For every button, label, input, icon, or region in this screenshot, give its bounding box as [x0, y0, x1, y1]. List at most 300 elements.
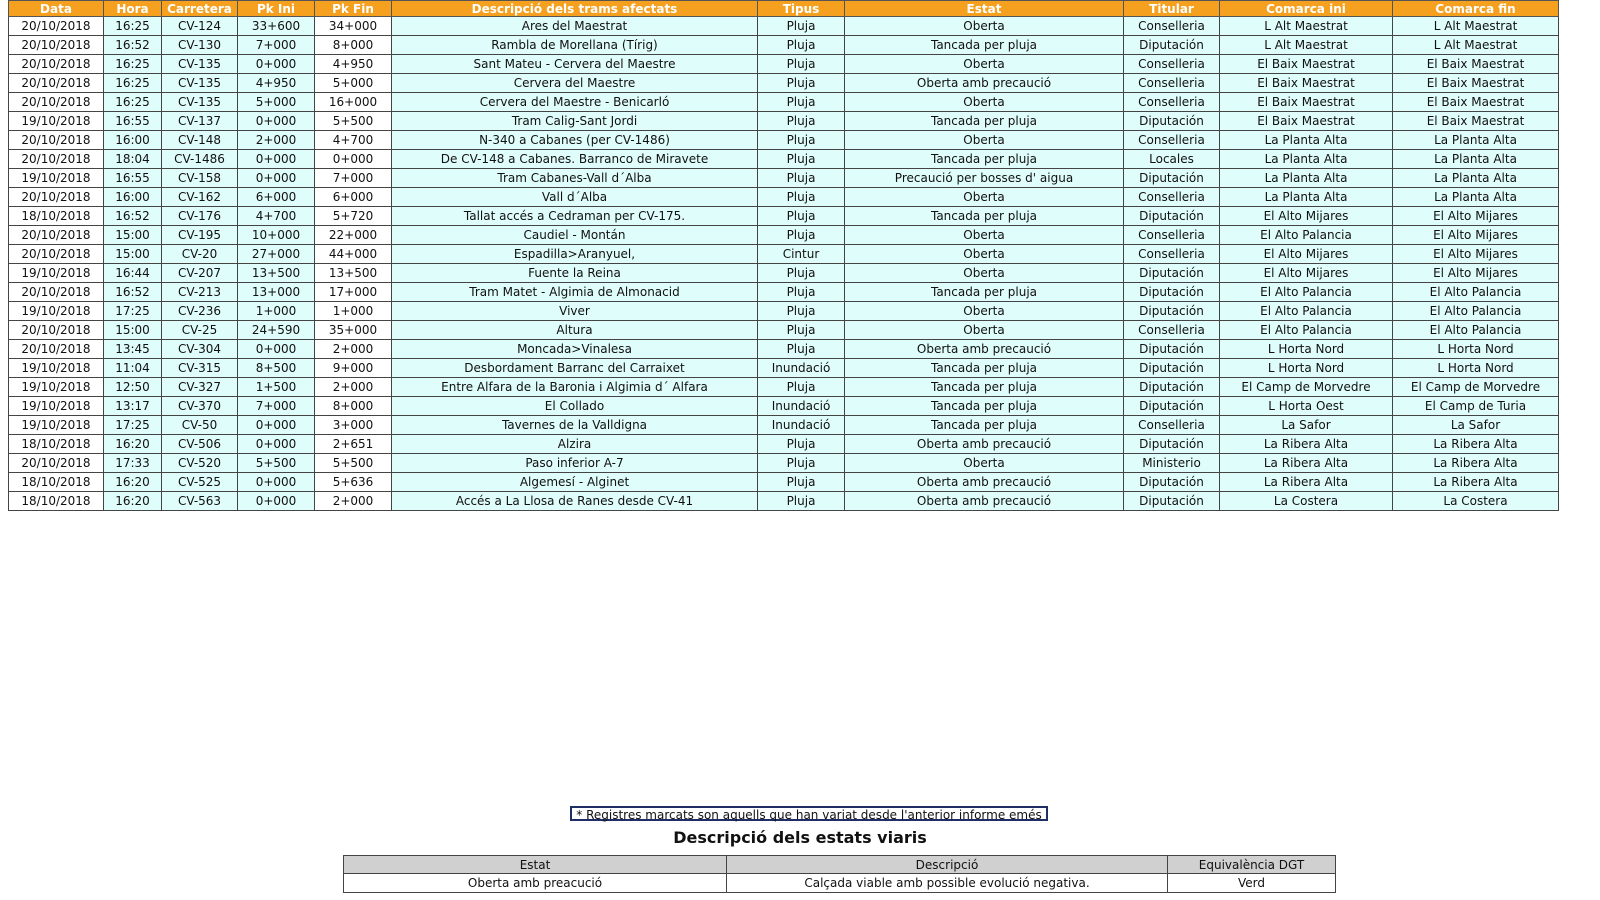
table-cell: 8+500	[238, 359, 315, 378]
table-cell: 24+590	[238, 321, 315, 340]
table-row	[9, 74, 1559, 93]
table-cell: Oberta amb precaució	[845, 492, 1124, 511]
table-cell: El Baix Maestrat	[1393, 55, 1559, 74]
table-cell: La Planta Alta	[1393, 188, 1559, 207]
table-cell: Tancada per pluja	[845, 359, 1124, 378]
table-row	[9, 55, 1559, 74]
table-cell: Tancada per pluja	[845, 397, 1124, 416]
table-cell: 0+000	[238, 55, 315, 74]
table-cell: Inundació	[758, 359, 845, 378]
table-cell: Oberta amb precaució	[845, 473, 1124, 492]
table-cell: CV-207	[162, 264, 238, 283]
table-cell: Conselleria	[1124, 321, 1220, 340]
table-cell: CV-520	[162, 454, 238, 473]
table-cell: 7+000	[238, 36, 315, 55]
table-cell: 2+000	[315, 340, 392, 359]
table-cell: 16:25	[104, 74, 162, 93]
table-cell: Oberta amb precaució	[845, 340, 1124, 359]
table-cell: CV-135	[162, 93, 238, 112]
table-cell: El Alto Mijares	[1220, 207, 1393, 226]
column-header: Pk Ini	[238, 1, 315, 17]
table-cell: Viver	[392, 302, 758, 321]
table-cell: L Alt Maestrat	[1220, 17, 1393, 36]
table-cell: Pluja	[758, 17, 845, 36]
table-cell: Pluja	[758, 169, 845, 188]
table-cell: L Horta Nord	[1393, 359, 1559, 378]
table-cell: CV-525	[162, 473, 238, 492]
column-header: Comarca ini	[1220, 1, 1393, 17]
table-cell: 19/10/2018	[9, 112, 104, 131]
table-cell: Diputación	[1124, 264, 1220, 283]
table-cell: CV-25	[162, 321, 238, 340]
table-cell: Pluja	[758, 226, 845, 245]
table-cell: 44+000	[315, 245, 392, 264]
table-cell: Cintur	[758, 245, 845, 264]
table-cell: Pluja	[758, 473, 845, 492]
table-cell: Oberta	[845, 454, 1124, 473]
table-row	[9, 226, 1559, 245]
table-cell: 2+000	[315, 492, 392, 511]
table-row	[9, 17, 1559, 36]
table-cell: 13+500	[238, 264, 315, 283]
table-cell: L Horta Nord	[1393, 340, 1559, 359]
table-cell: El Baix Maestrat	[1220, 93, 1393, 112]
table-cell: 13+000	[238, 283, 315, 302]
table-cell: El Baix Maestrat	[1220, 74, 1393, 93]
table-cell: Precaució per bosses d' aigua	[845, 169, 1124, 188]
table-cell: Oberta	[845, 321, 1124, 340]
table-cell: 16:20	[104, 473, 162, 492]
table-cell: 19/10/2018	[9, 169, 104, 188]
table-cell: Diputación	[1124, 36, 1220, 55]
table-cell: Diputación	[1124, 378, 1220, 397]
table-cell: Diputación	[1124, 435, 1220, 454]
table-cell: 17+000	[315, 283, 392, 302]
table-cell: La Planta Alta	[1220, 169, 1393, 188]
table-cell: Pluja	[758, 188, 845, 207]
table-cell: Conselleria	[1124, 416, 1220, 435]
table-cell: Conselleria	[1124, 226, 1220, 245]
table-cell: Diputación	[1124, 302, 1220, 321]
table-cell: N-340 a Cabanes (per CV-1486)	[392, 131, 758, 150]
column-header: Tipus	[758, 1, 845, 17]
table-cell: 19/10/2018	[9, 359, 104, 378]
table-cell: Diputación	[1124, 112, 1220, 131]
table-cell: CV-315	[162, 359, 238, 378]
table-cell: 8+000	[315, 397, 392, 416]
table-cell: Tancada per pluja	[845, 112, 1124, 131]
table-cell: 20/10/2018	[9, 454, 104, 473]
table-cell: 4+950	[315, 55, 392, 74]
table-cell: 16:25	[104, 93, 162, 112]
table-cell: Pluja	[758, 150, 845, 169]
table-cell: 5+636	[315, 473, 392, 492]
table-cell: 16:55	[104, 169, 162, 188]
table-cell: 16:00	[104, 188, 162, 207]
table-cell: 20/10/2018	[9, 17, 104, 36]
table-cell: El Alto Mijares	[1393, 226, 1559, 245]
table-cell: Ministerio	[1124, 454, 1220, 473]
table-cell: 0+000	[238, 169, 315, 188]
table-cell: La Planta Alta	[1220, 131, 1393, 150]
table-cell: Pluja	[758, 55, 845, 74]
table-row	[9, 492, 1559, 511]
table-cell: Caudiel - Montán	[392, 226, 758, 245]
table-cell: Altura	[392, 321, 758, 340]
legend-body	[344, 874, 1336, 893]
table-cell: 4+700	[315, 131, 392, 150]
table-cell: 20/10/2018	[9, 188, 104, 207]
table-cell: El Alto Mijares	[1393, 245, 1559, 264]
table-cell: La Ribera Alta	[1393, 473, 1559, 492]
table-cell: 20/10/2018	[9, 283, 104, 302]
table-cell: El Alto Mijares	[1393, 207, 1559, 226]
table-cell: CV-563	[162, 492, 238, 511]
table-cell: 20/10/2018	[9, 55, 104, 74]
table-row	[9, 321, 1559, 340]
table-cell: Tancada per pluja	[845, 36, 1124, 55]
table-cell: Tram Cabanes-Vall d´Alba	[392, 169, 758, 188]
legend-cell: Verd	[1168, 874, 1336, 893]
table-cell: 20/10/2018	[9, 93, 104, 112]
table-cell: Conselleria	[1124, 17, 1220, 36]
table-cell: Oberta	[845, 93, 1124, 112]
table-row	[9, 283, 1559, 302]
column-header: Estat	[845, 1, 1124, 17]
table-cell: El Alto Palancia	[1220, 283, 1393, 302]
table-cell: Oberta amb precaució	[845, 435, 1124, 454]
table-row	[9, 473, 1559, 492]
table-cell: CV-213	[162, 283, 238, 302]
table-cell: Pluja	[758, 435, 845, 454]
table-cell: 11:04	[104, 359, 162, 378]
table-body	[9, 17, 1559, 511]
table-cell: Conselleria	[1124, 74, 1220, 93]
table-cell: El Alto Mijares	[1393, 264, 1559, 283]
table-cell: 18/10/2018	[9, 435, 104, 454]
table-cell: 18:04	[104, 150, 162, 169]
table-cell: 20/10/2018	[9, 226, 104, 245]
table-cell: La Planta Alta	[1393, 131, 1559, 150]
table-row	[9, 207, 1559, 226]
table-cell: Pluja	[758, 131, 845, 150]
table-row	[9, 150, 1559, 169]
table-cell: 16:52	[104, 207, 162, 226]
table-cell: CV-135	[162, 55, 238, 74]
table-cell: 5+500	[315, 112, 392, 131]
table-cell: Desbordament Barranc del Carraixet	[392, 359, 758, 378]
table-row	[9, 36, 1559, 55]
table-cell: CV-304	[162, 340, 238, 359]
table-cell: Diputación	[1124, 340, 1220, 359]
table-cell: La Ribera Alta	[1393, 454, 1559, 473]
table-cell: 5+500	[315, 454, 392, 473]
table-cell: 13+500	[315, 264, 392, 283]
table-cell: Locales	[1124, 150, 1220, 169]
table-cell: Cervera del Maestre - Benicarló	[392, 93, 758, 112]
table-cell: El Baix Maestrat	[1393, 93, 1559, 112]
table-cell: 34+000	[315, 17, 392, 36]
table-row	[9, 302, 1559, 321]
table-row	[9, 112, 1559, 131]
table-cell: 7+000	[238, 397, 315, 416]
table-cell: El Baix Maestrat	[1393, 74, 1559, 93]
table-cell: CV-130	[162, 36, 238, 55]
table-cell: 7+000	[315, 169, 392, 188]
legend-cell: Calçada viable amb possible evolució negativa.	[727, 874, 1168, 893]
table-cell: 19/10/2018	[9, 378, 104, 397]
table-cell: El Camp de Turia	[1393, 397, 1559, 416]
table-cell: El Alto Palancia	[1393, 302, 1559, 321]
table-cell: El Alto Mijares	[1220, 264, 1393, 283]
table-row	[9, 359, 1559, 378]
table-cell: 20/10/2018	[9, 245, 104, 264]
table-cell: Ares del Maestrat	[392, 17, 758, 36]
table-cell: Fuente la Reina	[392, 264, 758, 283]
table-cell: 17:25	[104, 302, 162, 321]
table-cell: La Planta Alta	[1393, 169, 1559, 188]
table-cell: CV-20	[162, 245, 238, 264]
header-row	[9, 1, 1559, 17]
table-cell: El Baix Maestrat	[1393, 112, 1559, 131]
table-cell: L Horta Oest	[1220, 397, 1393, 416]
table-cell: 8+000	[315, 36, 392, 55]
table-cell: Tancada per pluja	[845, 207, 1124, 226]
table-cell: Oberta	[845, 188, 1124, 207]
table-cell: 5+000	[315, 74, 392, 93]
table-cell: 22+000	[315, 226, 392, 245]
table-cell: 3+000	[315, 416, 392, 435]
table-cell: 2+000	[238, 131, 315, 150]
table-row	[9, 416, 1559, 435]
table-cell: 18/10/2018	[9, 473, 104, 492]
table-cell: CV-1486	[162, 150, 238, 169]
table-cell: Espadilla>Aranyuel,	[392, 245, 758, 264]
table-cell: Tancada per pluja	[845, 150, 1124, 169]
table-cell: Inundació	[758, 416, 845, 435]
table-cell: 0+000	[238, 435, 315, 454]
table-cell: CV-124	[162, 17, 238, 36]
table-cell: 0+000	[238, 340, 315, 359]
table-cell: 16:25	[104, 55, 162, 74]
table-cell: 20/10/2018	[9, 340, 104, 359]
table-cell: Oberta	[845, 17, 1124, 36]
table-cell: El Alto Palancia	[1393, 321, 1559, 340]
table-cell: Pluja	[758, 378, 845, 397]
table-cell: Oberta	[845, 264, 1124, 283]
table-cell: Diputación	[1124, 207, 1220, 226]
table-cell: 16:20	[104, 435, 162, 454]
table-cell: Diputación	[1124, 359, 1220, 378]
legend-row	[344, 874, 1336, 893]
table-cell: 2+651	[315, 435, 392, 454]
table-cell: 15:00	[104, 245, 162, 264]
table-cell: De CV-148 a Cabanes. Barranco de Miravete	[392, 150, 758, 169]
table-cell: Pluja	[758, 74, 845, 93]
table-cell: CV-370	[162, 397, 238, 416]
table-cell: Pluja	[758, 112, 845, 131]
table-cell: La Safor	[1393, 416, 1559, 435]
table-cell: 15:00	[104, 321, 162, 340]
table-cell: 17:25	[104, 416, 162, 435]
table-row	[9, 93, 1559, 112]
table-cell: 16+000	[315, 93, 392, 112]
table-cell: El Baix Maestrat	[1220, 55, 1393, 74]
table-row	[9, 245, 1559, 264]
legend-header-row	[344, 856, 1336, 874]
table-cell: CV-236	[162, 302, 238, 321]
table-cell: Conselleria	[1124, 55, 1220, 74]
table-cell: Conselleria	[1124, 131, 1220, 150]
legend-table	[343, 855, 1336, 893]
column-header: Descripció dels trams afectats	[392, 1, 758, 17]
table-cell: La Planta Alta	[1220, 188, 1393, 207]
table-cell: La Ribera Alta	[1220, 473, 1393, 492]
table-cell: CV-327	[162, 378, 238, 397]
table-row	[9, 264, 1559, 283]
table-cell: Diputación	[1124, 169, 1220, 188]
table-cell: 1+000	[238, 302, 315, 321]
table-cell: Conselleria	[1124, 188, 1220, 207]
table-cell: 16:52	[104, 283, 162, 302]
table-cell: CV-162	[162, 188, 238, 207]
table-cell: CV-506	[162, 435, 238, 454]
table-cell: L Alt Maestrat	[1393, 17, 1559, 36]
table-cell: Pluja	[758, 302, 845, 321]
table-cell: 16:44	[104, 264, 162, 283]
table-cell: 0+000	[238, 112, 315, 131]
table-cell: El Collado	[392, 397, 758, 416]
table-cell: El Camp de Morvedre	[1220, 378, 1393, 397]
table-cell: La Ribera Alta	[1393, 435, 1559, 454]
column-header: Pk Fin	[315, 1, 392, 17]
table-cell: CV-158	[162, 169, 238, 188]
table-cell: Tancada per pluja	[845, 416, 1124, 435]
table-row	[9, 340, 1559, 359]
table-cell: Entre Alfara de la Baronia i Algimia d´ Alfara	[392, 378, 758, 397]
table-cell: El Alto Mijares	[1220, 245, 1393, 264]
table-cell: 15:00	[104, 226, 162, 245]
column-header: Data	[9, 1, 104, 17]
table-cell: 33+600	[238, 17, 315, 36]
table-cell: 13:45	[104, 340, 162, 359]
table-cell: 18/10/2018	[9, 492, 104, 511]
table-cell: 4+950	[238, 74, 315, 93]
table-cell: Pluja	[758, 93, 845, 112]
table-cell: 10+000	[238, 226, 315, 245]
table-cell: Conselleria	[1124, 245, 1220, 264]
table-cell: La Planta Alta	[1393, 150, 1559, 169]
table-row	[9, 397, 1559, 416]
table-cell: 0+000	[238, 492, 315, 511]
table-cell: 16:55	[104, 112, 162, 131]
table-cell: El Camp de Morvedre	[1393, 378, 1559, 397]
table-cell: 19/10/2018	[9, 416, 104, 435]
table-header	[9, 1, 1559, 17]
table-cell: 16:25	[104, 17, 162, 36]
table-cell: Sant Mateu - Cervera del Maestre	[392, 55, 758, 74]
table-cell: Inundació	[758, 397, 845, 416]
table-cell: 17:33	[104, 454, 162, 473]
changed-records-note: * Registres marcats son aquells que han variat desde l'anterior informe emés	[570, 806, 1048, 821]
table-cell: Pluja	[758, 283, 845, 302]
table-cell: CV-50	[162, 416, 238, 435]
table-cell: 20/10/2018	[9, 150, 104, 169]
table-cell: Cervera del Maestre	[392, 74, 758, 93]
legend-cell: Oberta amb preacució	[344, 874, 727, 893]
table-cell: Tavernes de la Valldigna	[392, 416, 758, 435]
column-header: Comarca fin	[1393, 1, 1559, 17]
table-cell: L Alt Maestrat	[1393, 36, 1559, 55]
table-cell: 20/10/2018	[9, 321, 104, 340]
column-header: Hora	[104, 1, 162, 17]
table-cell: Diputación	[1124, 492, 1220, 511]
table-cell: L Alt Maestrat	[1220, 36, 1393, 55]
table-cell: Algemesí - Alginet	[392, 473, 758, 492]
table-cell: Diputación	[1124, 397, 1220, 416]
table-cell: Tram Matet - Algimia de Almonacid	[392, 283, 758, 302]
table-cell: 0+000	[315, 150, 392, 169]
table-cell: Pluja	[758, 492, 845, 511]
table-cell: 0+000	[238, 416, 315, 435]
table-cell: 20/10/2018	[9, 36, 104, 55]
table-cell: 18/10/2018	[9, 207, 104, 226]
table-cell: 0+000	[238, 473, 315, 492]
table-row	[9, 378, 1559, 397]
table-cell: 0+000	[238, 150, 315, 169]
table-cell: El Alto Palancia	[1393, 283, 1559, 302]
table-cell: 13:17	[104, 397, 162, 416]
table-cell: CV-195	[162, 226, 238, 245]
table-cell: Diputación	[1124, 473, 1220, 492]
table-cell: 19/10/2018	[9, 264, 104, 283]
legend-column-header: Descripció	[727, 856, 1168, 874]
legend-title: Descripció dels estats viaris	[673, 828, 927, 847]
table-cell: 16:00	[104, 131, 162, 150]
table-cell: Pluja	[758, 340, 845, 359]
table-cell: 35+000	[315, 321, 392, 340]
table-cell: 12:50	[104, 378, 162, 397]
table-cell: Tram Calig-Sant Jordi	[392, 112, 758, 131]
road-status-table	[8, 0, 1559, 511]
table-row	[9, 169, 1559, 188]
table-cell: Vall d´Alba	[392, 188, 758, 207]
table-cell: Moncada>Vinalesa	[392, 340, 758, 359]
table-cell: La Ribera Alta	[1220, 435, 1393, 454]
table-cell: L Horta Nord	[1220, 340, 1393, 359]
table-cell: Oberta	[845, 55, 1124, 74]
table-cell: Pluja	[758, 321, 845, 340]
table-cell: La Costera	[1220, 492, 1393, 511]
table-cell: Tancada per pluja	[845, 283, 1124, 302]
table-cell: 16:20	[104, 492, 162, 511]
table-cell: 5+720	[315, 207, 392, 226]
table-cell: 1+500	[238, 378, 315, 397]
table-cell: 19/10/2018	[9, 302, 104, 321]
table-cell: Oberta amb precaució	[845, 74, 1124, 93]
table-cell: Alzira	[392, 435, 758, 454]
table-row	[9, 435, 1559, 454]
table-cell: 6+000	[315, 188, 392, 207]
table-cell: Diputación	[1124, 283, 1220, 302]
table-cell: Pluja	[758, 207, 845, 226]
table-cell: CV-148	[162, 131, 238, 150]
table-cell: La Safor	[1220, 416, 1393, 435]
table-row	[9, 131, 1559, 150]
table-cell: Tallat accés a Cedraman per CV-175.	[392, 207, 758, 226]
table-cell: 4+700	[238, 207, 315, 226]
table-cell: La Ribera Alta	[1220, 454, 1393, 473]
